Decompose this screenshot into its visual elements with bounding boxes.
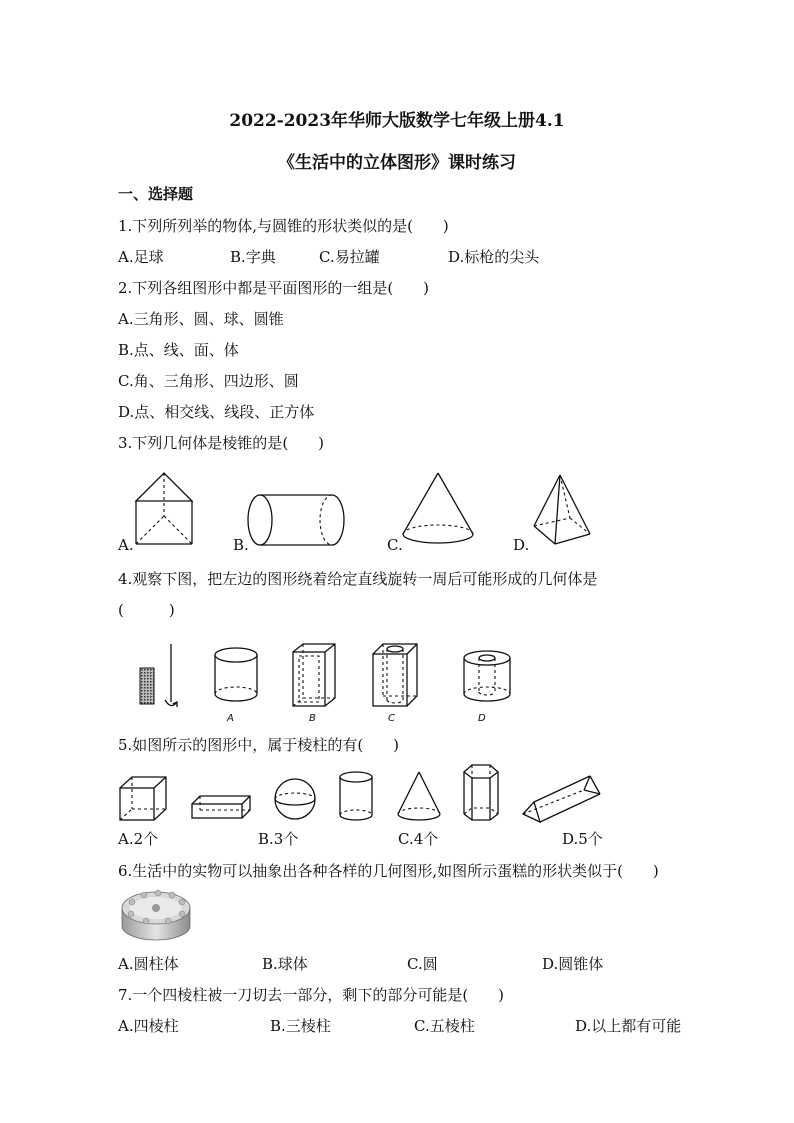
- q7-option-a: A.四棱柱: [118, 1017, 179, 1035]
- q4-stem-cont: ( ): [118, 601, 175, 619]
- q3-stem: 3.下列几何体是棱锥的是( ): [118, 434, 325, 452]
- q3-label-d: D.: [513, 536, 530, 554]
- q3-figure-cylinder: [245, 492, 350, 550]
- q6-option-b: B.球体: [262, 955, 308, 973]
- q7-stem: 7.一个四棱柱被一刀切去一部分，剩下的部分可能是( ): [118, 986, 505, 1004]
- q5-figure-cube: [118, 774, 170, 822]
- q3-label-c: C.: [387, 536, 403, 554]
- q5-stem: 5.如图所示的图形中，属于棱柱的有( ): [118, 736, 400, 754]
- q5-figure-tilted-triangular-prism: [520, 772, 606, 826]
- q6-option-a: A.圆柱体: [118, 955, 179, 973]
- q5-figure-flat-cuboid: [190, 794, 252, 822]
- q4-caption-d: D: [478, 713, 486, 724]
- q2-option-c: C.角、三角形、四边形、圆: [118, 372, 299, 390]
- q7-option-b: B.三棱柱: [270, 1017, 331, 1035]
- q3-label-b: B.: [233, 536, 249, 554]
- q4-stem: 4.观察下图，把左边的图形绕着给定直线旋转一周后可能形成的几何体是: [118, 570, 598, 588]
- q6-cake-image: [118, 884, 194, 946]
- q4-figure-rotation-axis: [135, 642, 185, 712]
- q4-caption-a: A: [227, 713, 234, 724]
- q3-figure-cone: [398, 470, 478, 550]
- q4-figure-b-box: [290, 642, 338, 710]
- q4-figure-d-hollow-cylinder: [460, 648, 516, 708]
- q1-stem: 1.下列所列举的物体,与圆锥的形状类似的是( ): [118, 217, 449, 235]
- q5-option-c: C.4个: [398, 830, 439, 848]
- q4-caption-b: B: [309, 713, 316, 724]
- q3-figure-triangular-prism: [128, 468, 198, 548]
- q5-figure-cylinder: [337, 770, 377, 824]
- q6-option-d: D.圆锥体: [542, 955, 604, 973]
- q2-option-a: A.三角形、圆、球、圆锥: [118, 310, 284, 328]
- q3-label-a: A.: [118, 536, 134, 554]
- q5-figure-cone: [395, 770, 445, 824]
- q4-figure-c-box-hole: [370, 642, 420, 710]
- doc-title-line2: 《生活中的立体图形》课时练习: [278, 153, 516, 173]
- q7-option-c: C.五棱柱: [414, 1017, 475, 1035]
- q5-option-d: D.5个: [562, 830, 603, 848]
- q1-option-c: C.易拉罐: [319, 248, 380, 266]
- section-heading: 一、选择题: [118, 185, 194, 203]
- q4-figure-a-cylinder: [212, 646, 262, 706]
- q5-option-b: B.3个: [258, 830, 299, 848]
- q5-option-a: A.2个: [118, 830, 159, 848]
- q2-stem: 2.下列各组图形中都是平面图形的一组是( ): [118, 279, 430, 297]
- q7-option-d: D.以上都有可能: [575, 1017, 682, 1035]
- q5-figure-hex-prism: [458, 762, 504, 824]
- q6-option-c: C.圆: [407, 955, 438, 973]
- q2-option-b: B.点、线、面、体: [118, 341, 239, 359]
- q1-option-d: D.标枪的尖头: [448, 248, 540, 266]
- q1-option-a: A.足球: [118, 248, 164, 266]
- q6-stem: 6.生活中的实物可以抽象出各种各样的几何图形,如图所示蛋糕的形状类似于( ): [118, 862, 659, 880]
- q2-option-d: D.点、相交线、线段、正方体: [118, 403, 315, 421]
- doc-title-line1: 2022-2023年华师大版数学七年级上册4.1: [229, 111, 565, 131]
- q5-figure-sphere: [272, 776, 318, 822]
- q3-figure-pyramid: [530, 472, 600, 547]
- q4-caption-c: C: [388, 713, 395, 724]
- q1-option-b: B.字典: [230, 248, 276, 266]
